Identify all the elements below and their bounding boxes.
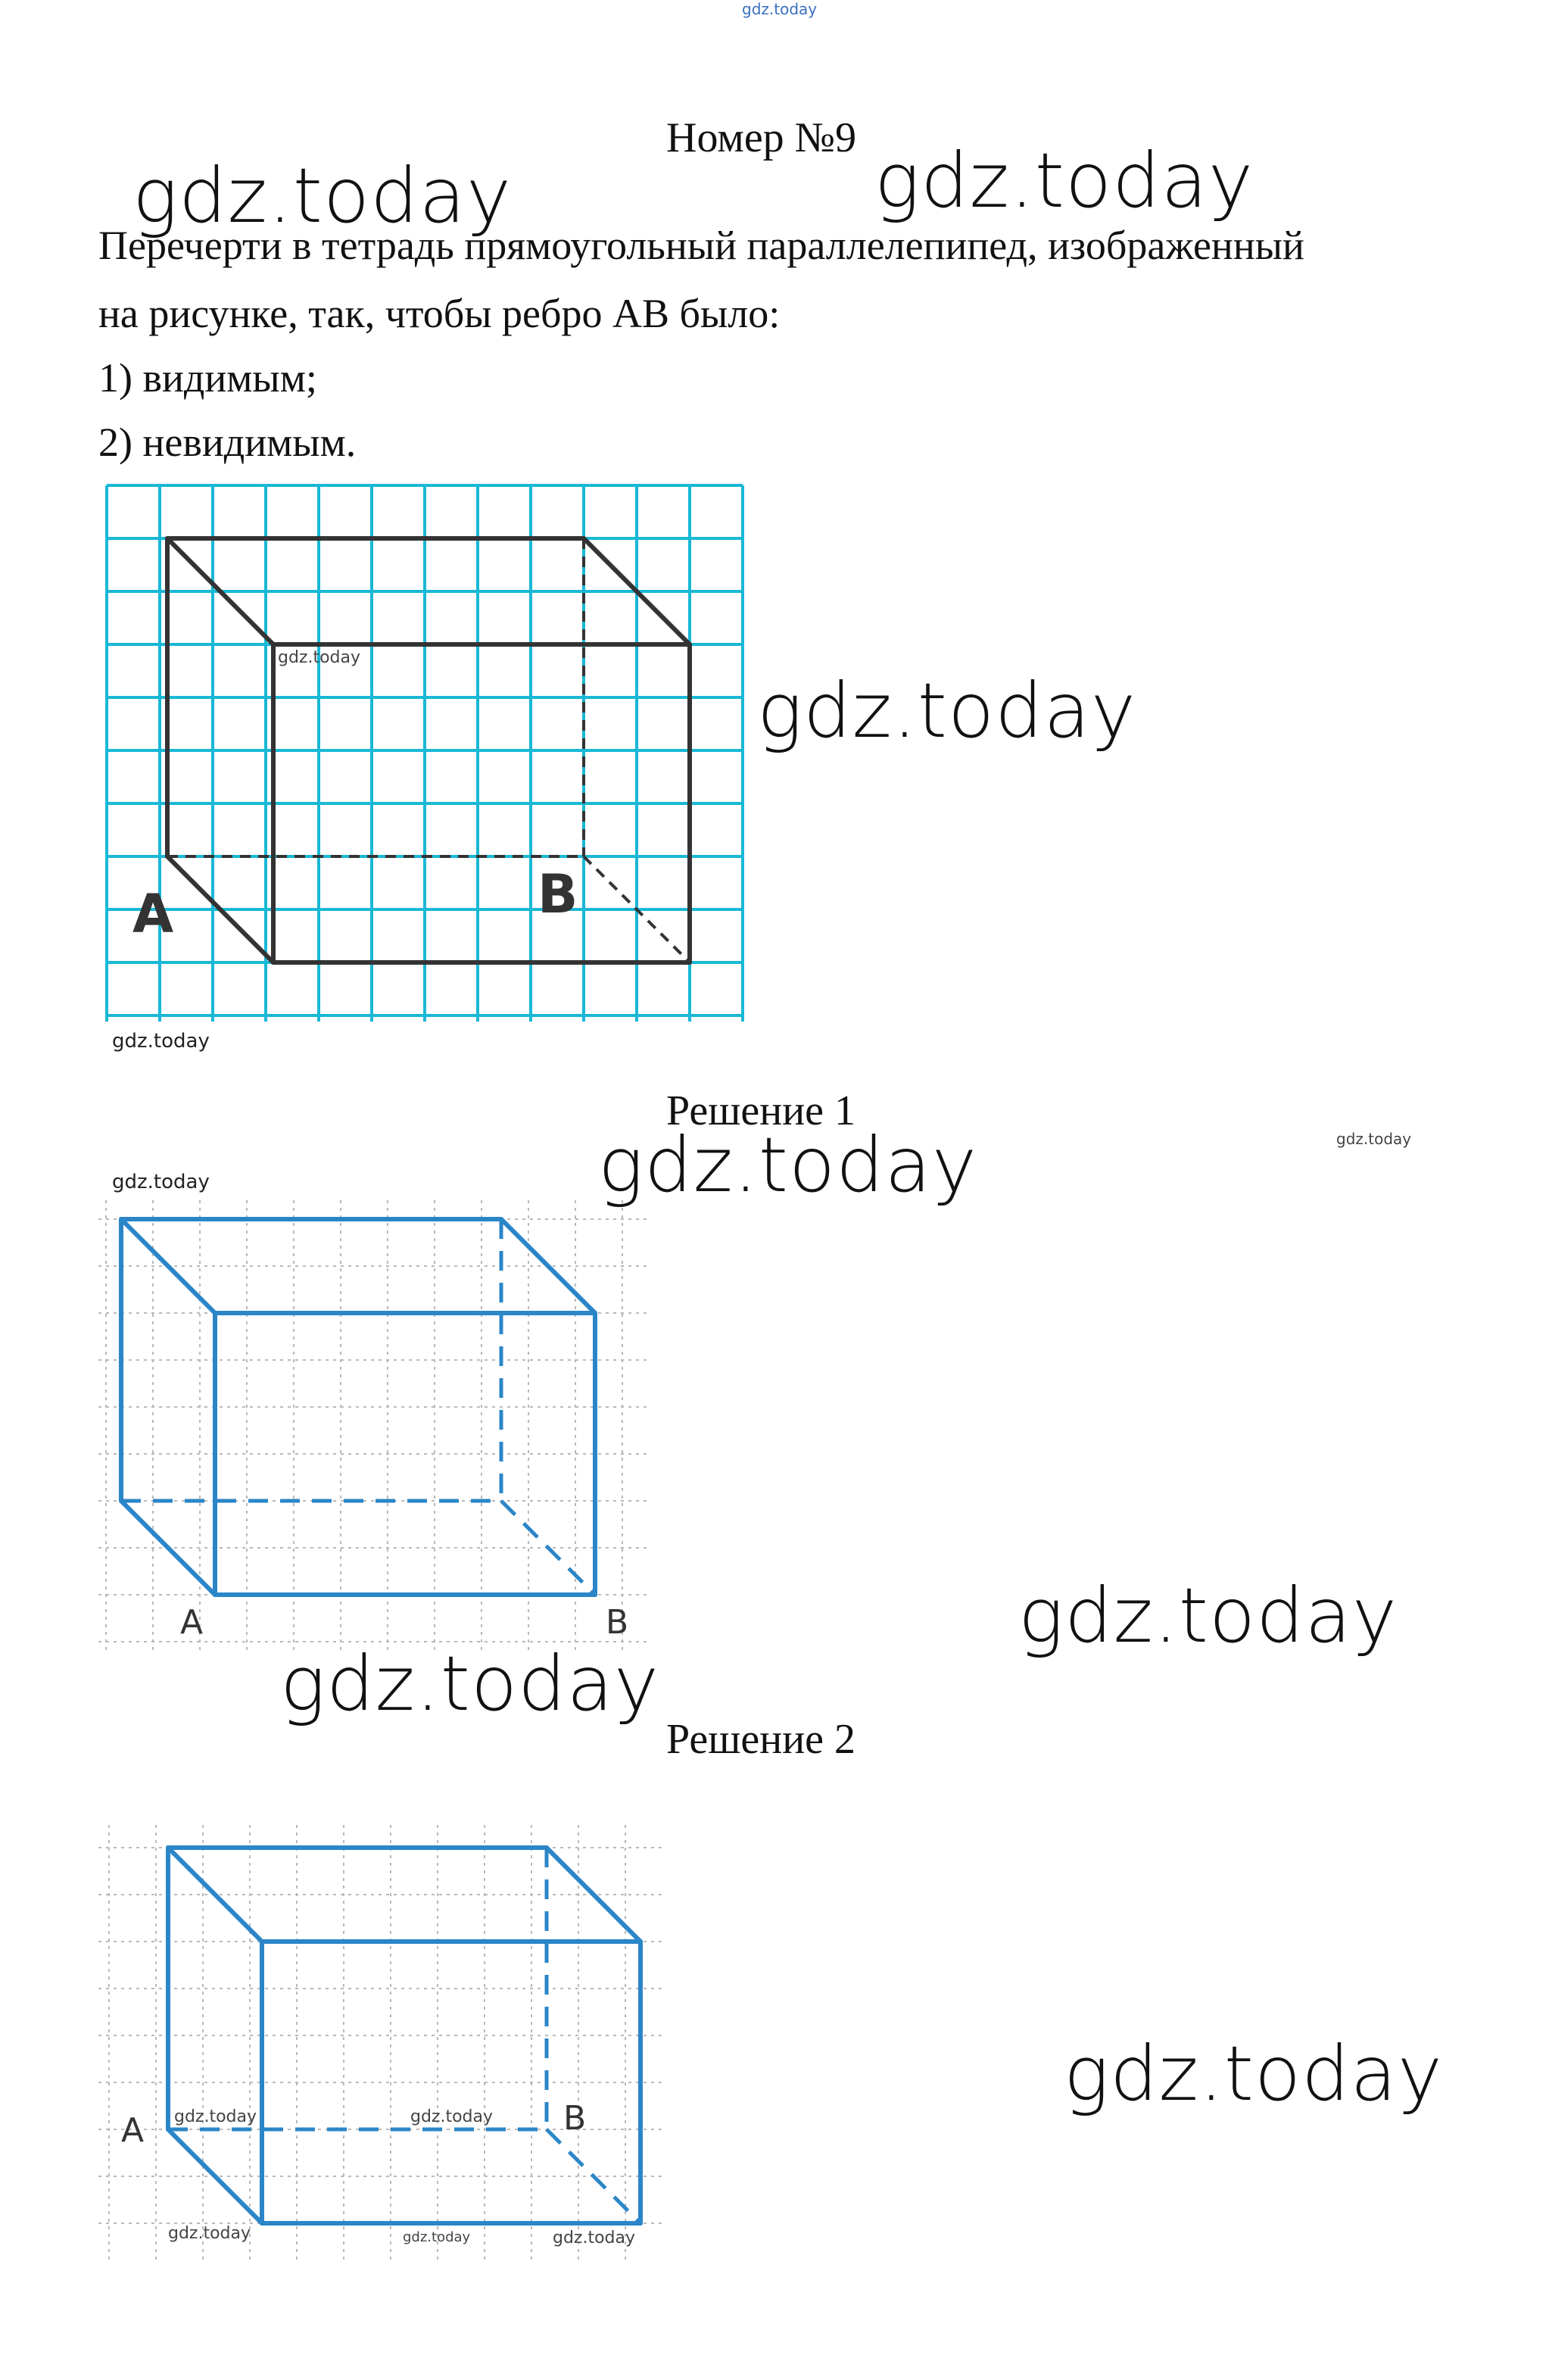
solution1-title: Решение 1 — [666, 1087, 856, 1134]
figure-label-b: B — [538, 863, 578, 925]
dot-grid-2 — [98, 1825, 666, 2260]
solution2-title: Решение 2 — [666, 1716, 856, 1763]
problem-line-4: 2) невидимым. — [98, 420, 357, 465]
watermark-6: gdz.today — [112, 1171, 210, 1193]
watermark-7: gdz.today — [1018, 1571, 1398, 1660]
problem-line-2: на рисунке, так, чтобы ребро AB было: — [98, 291, 781, 336]
problem-line-3: 1) видимым; — [98, 355, 317, 401]
problem-line-1: Перечерти в тетрадь прямоугольный параллелепипед, изображенный — [98, 223, 1304, 268]
top-watermark: gdz.today — [742, 0, 818, 18]
watermark-8: gdz.today — [280, 1639, 660, 1728]
solution2-watermark-1: gdz.today — [174, 2107, 257, 2126]
solution1-label-a: A — [180, 1603, 204, 1642]
figure-label-a: A — [132, 883, 174, 945]
figure-watermark: gdz.today — [278, 648, 361, 667]
solution2-label-b: B — [563, 2099, 587, 2138]
solution1-label-b: B — [606, 1603, 629, 1642]
solution2-watermark-2: gdz.today — [410, 2107, 494, 2126]
watermark-9: gdz.today — [1064, 2029, 1444, 2118]
solution2-watermark-4: gdz.today — [403, 2229, 471, 2245]
solution2-watermark-3: gdz.today — [168, 2224, 251, 2243]
solution1-figure — [98, 1200, 659, 1655]
watermark-1: gdz.today — [132, 151, 513, 240]
dot-grid-1 — [98, 1200, 651, 1651]
figure-original — [102, 481, 757, 1026]
problem-title: Номер №9 — [666, 114, 857, 161]
watermark-5: gdz.today — [1336, 1130, 1412, 1148]
solution2-figure — [98, 1825, 674, 2264]
solution2-label-a: A — [121, 2111, 145, 2150]
solution2-watermark-5: gdz.today — [553, 2229, 636, 2247]
watermark-figure-caption: gdz.today — [112, 1030, 210, 1053]
watermark-2: gdz.today — [874, 136, 1254, 225]
watermark-3: gdz.today — [757, 666, 1137, 755]
watermark-4: gdz.today — [598, 1121, 978, 1209]
